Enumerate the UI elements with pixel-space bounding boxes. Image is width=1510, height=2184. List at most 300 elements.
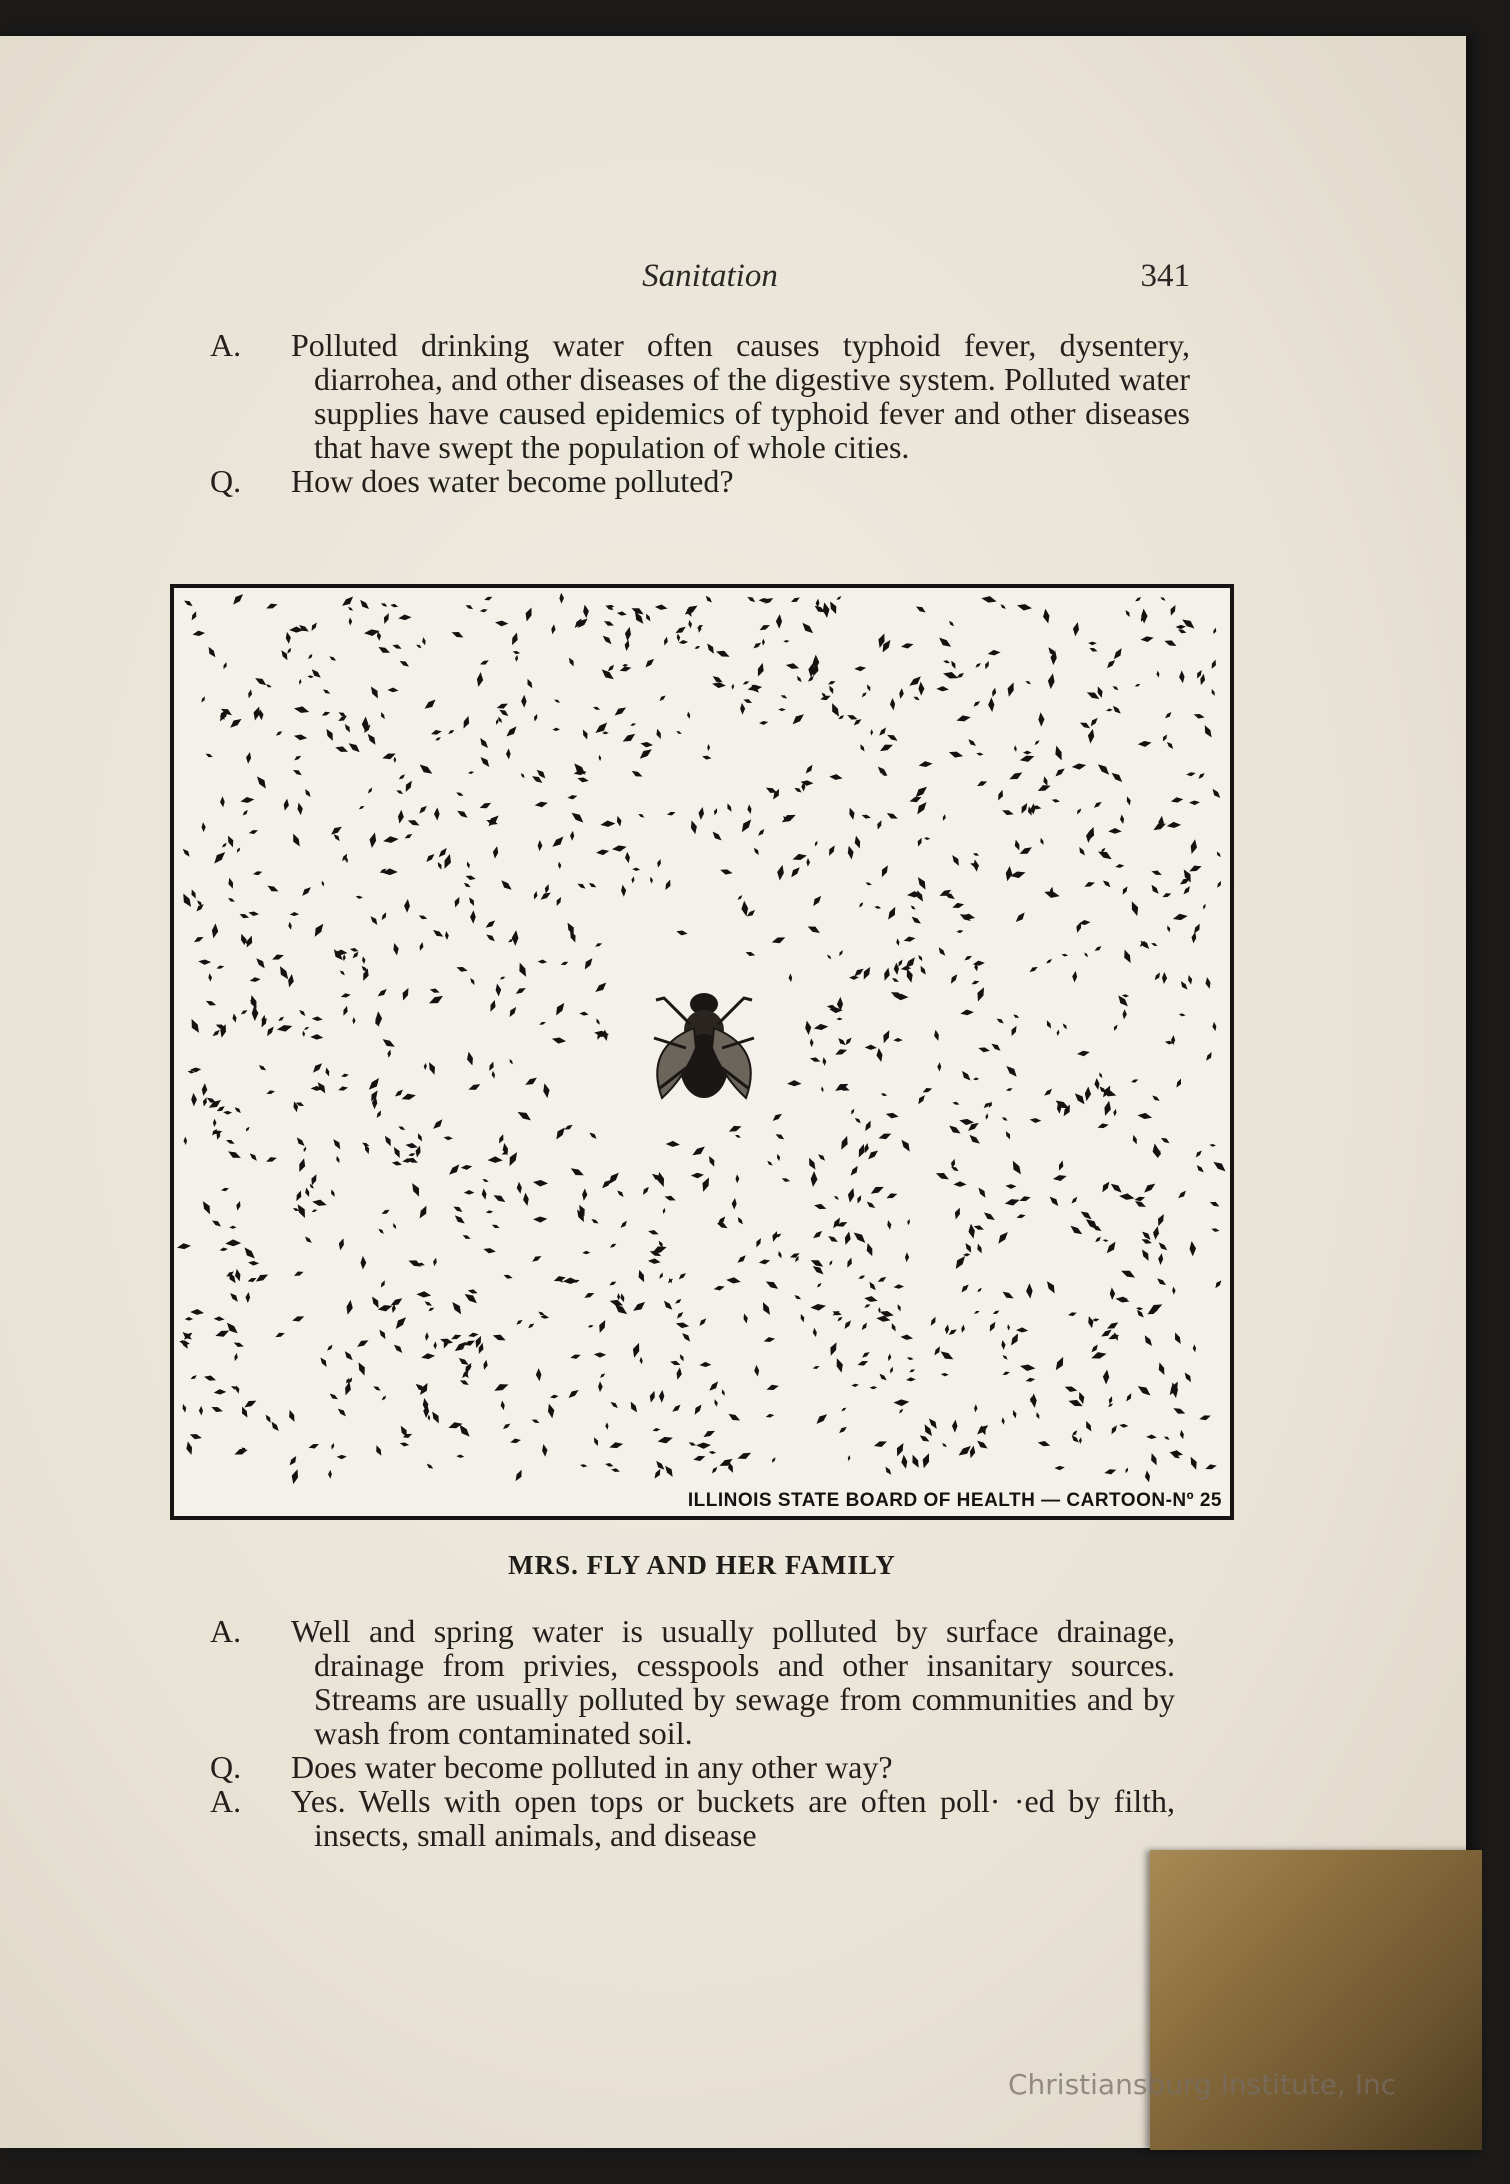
small-fly-icon	[456, 965, 469, 973]
small-fly-icon	[885, 811, 898, 821]
small-fly-icon	[1202, 724, 1214, 739]
small-fly-icon	[1157, 1241, 1169, 1252]
small-fly-icon	[235, 1385, 241, 1394]
small-fly-icon	[1053, 1356, 1066, 1372]
small-fly-icon	[692, 1403, 703, 1416]
question-paragraph	[210, 464, 1190, 498]
small-fly-icon	[866, 684, 872, 692]
small-fly-icon	[799, 1313, 805, 1323]
small-fly-icon	[375, 1110, 383, 1119]
small-fly-icon	[510, 1437, 522, 1444]
small-fly-icon	[671, 1403, 682, 1414]
small-fly-icon	[332, 1137, 343, 1150]
small-fly-icon	[233, 1353, 238, 1362]
small-fly-icon	[1016, 1327, 1029, 1333]
small-fly-icon	[658, 1272, 664, 1280]
small-fly-icon	[594, 1352, 606, 1358]
small-fly-icon	[1186, 771, 1196, 777]
small-fly-icon	[463, 882, 472, 889]
small-fly-icon	[293, 705, 310, 715]
small-fly-icon	[1045, 958, 1053, 965]
small-fly-icon	[399, 1442, 409, 1448]
small-fly-icon	[355, 1337, 369, 1348]
small-fly-icon	[1149, 1452, 1159, 1466]
small-fly-icon	[361, 1256, 367, 1270]
small-fly-icon	[503, 1273, 513, 1280]
small-fly-icon	[953, 1254, 968, 1271]
small-fly-icon	[1048, 1194, 1061, 1207]
small-fly-icon	[405, 1142, 418, 1150]
small-fly-icon	[942, 814, 947, 822]
small-fly-icon	[570, 810, 586, 825]
answer-marker: A.	[210, 1783, 242, 1819]
small-fly-icon	[602, 731, 609, 734]
small-fly-icon	[514, 1469, 525, 1483]
small-fly-icon	[787, 1080, 801, 1086]
small-fly-icon	[1102, 1369, 1109, 1384]
small-fly-icon	[950, 660, 958, 670]
small-fly-icon	[860, 1322, 868, 1332]
small-fly-icon	[644, 613, 652, 623]
small-fly-icon	[500, 1400, 506, 1410]
qa-block-bottom	[210, 1614, 1175, 1852]
small-fly-icon	[699, 1362, 711, 1368]
small-fly-icon	[1077, 846, 1086, 857]
small-fly-icon	[890, 1322, 897, 1332]
small-fly-icon	[914, 800, 928, 816]
small-fly-icon	[753, 846, 761, 856]
small-fly-icon	[295, 1136, 306, 1148]
small-fly-icon	[840, 1406, 847, 1412]
small-fly-icon	[679, 1353, 686, 1362]
small-fly-icon	[1025, 1377, 1035, 1383]
small-fly-icon	[567, 794, 578, 800]
small-fly-icon	[664, 1194, 677, 1203]
small-fly-icon	[996, 1017, 1005, 1025]
small-fly-icon	[1195, 1164, 1205, 1174]
small-fly-icon	[1001, 1290, 1015, 1301]
small-fly-icon	[880, 1092, 887, 1097]
small-fly-icon	[392, 1343, 404, 1355]
small-fly-icon	[447, 728, 455, 735]
small-fly-icon	[1009, 1025, 1018, 1037]
small-fly-icon	[203, 1374, 216, 1383]
watermark: Christiansburg Institute, Inc	[1008, 2068, 1397, 2101]
small-fly-icon	[277, 1016, 285, 1023]
small-fly-icon	[617, 1293, 620, 1300]
small-fly-icon	[637, 746, 653, 761]
small-fly-icon	[1013, 839, 1021, 851]
small-fly-icon	[321, 710, 331, 717]
small-fly-icon	[909, 1454, 921, 1470]
small-fly-icon	[492, 846, 499, 859]
small-fly-icon	[1192, 1344, 1196, 1352]
small-fly-icon	[205, 999, 217, 1008]
small-fly-icon	[894, 1441, 906, 1457]
small-fly-icon	[427, 1306, 434, 1312]
small-fly-icon	[1215, 851, 1221, 858]
small-fly-icon	[1110, 770, 1125, 784]
small-fly-icon	[616, 815, 623, 827]
small-fly-icon	[417, 762, 434, 777]
small-fly-icon	[1077, 1050, 1091, 1057]
small-fly-icon	[245, 752, 252, 765]
small-fly-icon	[1115, 1295, 1130, 1304]
small-fly-icon	[758, 1258, 770, 1265]
small-fly-icon	[258, 1064, 268, 1072]
small-fly-icon	[183, 599, 194, 608]
small-fly-icon	[248, 1152, 258, 1163]
small-fly-icon	[893, 1284, 904, 1289]
small-fly-icon	[583, 1291, 595, 1300]
small-fly-icon	[839, 1135, 851, 1151]
small-fly-icon	[303, 1026, 309, 1031]
small-fly-icon	[215, 1328, 231, 1339]
small-fly-icon	[1153, 971, 1162, 981]
small-fly-icon	[307, 653, 313, 660]
small-fly-icon	[776, 864, 785, 881]
small-fly-icon	[1197, 771, 1206, 780]
small-fly-icon	[960, 1009, 974, 1016]
small-fly-icon	[351, 951, 360, 960]
small-fly-icon	[427, 1061, 438, 1076]
small-fly-icon	[378, 1328, 388, 1340]
small-fly-icon	[952, 1419, 958, 1432]
small-fly-icon	[328, 655, 337, 662]
small-fly-icon	[254, 675, 268, 687]
small-fly-icon	[492, 1192, 507, 1204]
small-fly-icon	[1161, 733, 1168, 742]
small-fly-icon	[582, 1251, 590, 1255]
small-fly-icon	[535, 1368, 541, 1381]
small-fly-icon	[807, 923, 822, 935]
small-fly-icon	[847, 1455, 851, 1461]
small-fly-icon	[231, 592, 245, 607]
small-fly-icon	[915, 604, 927, 614]
small-fly-icon	[1210, 788, 1222, 800]
small-fly-icon	[820, 1086, 824, 1092]
small-fly-icon	[292, 1101, 299, 1113]
small-fly-icon	[491, 1071, 496, 1079]
small-fly-icon	[343, 954, 346, 961]
small-fly-icon	[1212, 1159, 1228, 1174]
small-fly-icon	[342, 1005, 350, 1016]
small-fly-icon	[1166, 740, 1175, 750]
small-fly-icon	[856, 1194, 863, 1204]
small-fly-icon	[789, 1252, 800, 1260]
small-fly-icon	[338, 1085, 349, 1092]
small-fly-icon	[227, 877, 235, 889]
small-fly-icon	[875, 1048, 883, 1063]
small-fly-icon	[658, 694, 666, 702]
small-fly-icon	[783, 640, 789, 643]
small-fly-icon	[453, 896, 462, 908]
small-fly-icon	[939, 1349, 955, 1362]
small-fly-icon	[1106, 708, 1113, 712]
small-fly-icon	[1193, 713, 1205, 721]
small-fly-icon	[850, 1108, 856, 1115]
small-fly-icon	[290, 1468, 301, 1485]
small-fly-icon	[373, 1385, 382, 1393]
small-fly-icon	[858, 1274, 866, 1280]
small-fly-icon	[553, 1001, 567, 1017]
small-fly-icon	[675, 1367, 683, 1380]
small-fly-icon	[996, 789, 1005, 802]
small-fly-icon	[631, 876, 635, 884]
small-fly-icon	[249, 976, 261, 982]
small-fly-icon	[834, 1047, 848, 1057]
small-fly-icon	[1194, 1149, 1203, 1158]
small-fly-icon	[275, 730, 283, 737]
small-fly-icon	[710, 1466, 718, 1475]
small-fly-icon	[1042, 776, 1049, 787]
small-fly-icon	[340, 992, 351, 998]
small-fly-icon	[358, 805, 365, 811]
small-fly-icon	[1134, 683, 1141, 688]
small-fly-icon	[525, 678, 534, 690]
small-fly-icon	[1108, 828, 1122, 834]
small-fly-icon	[1039, 837, 1045, 845]
small-fly-icon	[1045, 1279, 1058, 1295]
small-fly-icon	[465, 1051, 475, 1066]
small-fly-icon	[564, 1123, 574, 1131]
small-fly-icon	[376, 987, 388, 998]
small-fly-icon	[286, 647, 292, 654]
small-fly-icon	[800, 621, 815, 636]
small-fly-icon	[1097, 848, 1114, 861]
small-fly-icon	[570, 1353, 582, 1360]
small-fly-icon	[1094, 945, 1103, 953]
small-fly-icon	[652, 1427, 661, 1432]
small-fly-icon	[976, 779, 988, 788]
small-fly-icon	[343, 1350, 355, 1362]
small-fly-icon	[971, 979, 980, 985]
small-fly-icon	[1088, 642, 1097, 646]
small-fly-icon	[726, 1276, 741, 1284]
small-fly-icon	[368, 832, 378, 849]
small-fly-icon	[812, 1327, 818, 1337]
small-fly-icon	[827, 680, 836, 686]
small-fly-icon	[696, 1442, 711, 1449]
small-fly-icon	[400, 987, 411, 1002]
small-fly-icon	[1119, 814, 1124, 824]
small-fly-icon	[481, 1188, 488, 1200]
small-fly-icon	[394, 1088, 405, 1098]
small-fly-icon	[308, 1442, 320, 1450]
small-fly-icon	[1019, 1194, 1032, 1202]
small-fly-icon	[710, 830, 723, 842]
small-fly-icon	[975, 1439, 989, 1451]
small-fly-icon	[918, 965, 927, 976]
small-fly-icon	[1170, 796, 1183, 803]
small-fly-icon	[1189, 1241, 1197, 1257]
small-fly-icon	[582, 956, 594, 971]
small-fly-icon	[1025, 680, 1032, 685]
small-fly-icon	[734, 1134, 741, 1139]
small-fly-icon	[918, 760, 933, 768]
small-fly-icon	[190, 610, 198, 621]
small-fly-icon	[233, 1447, 248, 1457]
small-fly-icon	[698, 806, 705, 820]
small-fly-icon	[554, 698, 561, 704]
small-fly-icon	[790, 596, 801, 604]
small-fly-icon	[387, 1049, 392, 1058]
small-fly-icon	[511, 930, 518, 946]
small-fly-icon	[676, 929, 688, 936]
small-fly-icon	[828, 600, 839, 615]
small-fly-icon	[829, 773, 843, 781]
small-fly-icon	[973, 852, 980, 857]
small-fly-icon	[1110, 1287, 1116, 1300]
small-fly-icon	[1108, 1396, 1114, 1405]
small-fly-icon	[431, 928, 444, 939]
small-fly-icon	[300, 885, 312, 897]
small-fly-icon	[1152, 1226, 1160, 1241]
small-fly-icon	[804, 1020, 812, 1035]
small-fly-icon	[689, 819, 699, 834]
small-fly-icon	[329, 1189, 336, 1198]
small-fly-icon	[991, 687, 998, 697]
small-fly-icon	[1004, 1197, 1021, 1207]
small-fly-icon	[743, 697, 753, 704]
small-fly-icon	[643, 657, 655, 669]
small-fly-icon	[942, 670, 959, 681]
small-fly-icon	[193, 935, 205, 944]
small-fly-icon	[617, 611, 628, 617]
small-fly-icon	[553, 1125, 567, 1141]
small-fly-icon	[995, 1230, 1009, 1246]
small-fly-icon	[736, 1216, 744, 1225]
small-fly-icon	[398, 1125, 406, 1132]
small-fly-icon	[1149, 883, 1160, 895]
small-fly-icon	[1045, 1020, 1053, 1030]
small-fly-icon	[674, 1298, 682, 1305]
small-fly-icon	[630, 722, 637, 726]
qa-block-top	[210, 328, 1190, 498]
small-fly-icon	[1163, 1435, 1170, 1441]
small-fly-icon	[399, 659, 411, 669]
figure-caption: MRS. FLY AND HER FAMILY	[508, 1550, 896, 1580]
small-fly-icon	[462, 1234, 472, 1241]
small-fly-icon	[1156, 670, 1160, 677]
small-fly-icon	[527, 1322, 535, 1329]
small-fly-icon	[211, 923, 219, 939]
small-fly-icon	[324, 727, 336, 742]
small-fly-icon	[222, 662, 228, 670]
small-fly-icon	[948, 620, 955, 628]
small-fly-icon	[638, 812, 646, 818]
small-fly-icon	[311, 1061, 324, 1074]
large-fly-icon	[654, 993, 754, 1098]
small-fly-icon	[913, 695, 921, 701]
small-fly-icon	[857, 1359, 869, 1368]
small-fly-icon	[1005, 1184, 1016, 1189]
small-fly-icon	[952, 1101, 960, 1106]
small-fly-icon	[1121, 949, 1133, 965]
small-fly-icon	[483, 1247, 497, 1255]
small-fly-icon	[873, 1439, 888, 1449]
small-fly-icon	[239, 912, 250, 919]
small-fly-icon	[655, 604, 668, 611]
small-fly-icon	[1175, 1078, 1183, 1089]
small-fly-icon	[182, 1403, 188, 1413]
small-fly-icon	[516, 1182, 523, 1195]
small-fly-icon	[274, 1331, 285, 1339]
small-fly-icon	[864, 1295, 879, 1304]
small-fly-icon	[605, 1422, 609, 1430]
small-fly-icon	[806, 1157, 817, 1172]
small-fly-icon	[228, 716, 243, 730]
small-fly-icon	[963, 954, 972, 962]
small-fly-icon	[875, 819, 883, 830]
small-fly-icon	[233, 1341, 245, 1349]
small-fly-icon	[937, 946, 947, 957]
small-fly-icon	[795, 675, 802, 683]
small-fly-icon	[666, 811, 676, 817]
small-fly-icon	[377, 1227, 385, 1235]
small-fly-icon	[310, 668, 323, 680]
small-fly-icon	[430, 1410, 442, 1425]
small-fly-icon	[533, 713, 539, 722]
small-fly-icon	[791, 852, 807, 862]
small-fly-icon	[298, 1009, 307, 1018]
small-fly-icon	[693, 1454, 707, 1463]
small-fly-icon	[468, 1332, 479, 1338]
small-fly-icon	[1192, 923, 1202, 935]
small-fly-icon	[663, 636, 669, 646]
small-fly-icon	[649, 876, 653, 883]
small-fly-icon	[1042, 608, 1051, 624]
small-fly-icon	[1012, 1013, 1019, 1019]
small-fly-icon	[949, 973, 959, 985]
small-fly-icon	[581, 728, 590, 740]
small-fly-icon	[569, 1166, 585, 1179]
small-fly-icon	[277, 965, 291, 981]
small-fly-icon	[537, 840, 542, 851]
small-fly-icon	[1007, 1324, 1010, 1331]
running-header-title: Sanitation	[642, 258, 778, 294]
small-fly-icon	[285, 631, 292, 644]
small-fly-icon	[450, 1333, 462, 1341]
small-fly-icon	[929, 1316, 938, 1327]
small-fly-icon	[869, 1184, 885, 1197]
small-fly-icon	[416, 1291, 431, 1299]
small-fly-icon	[1094, 1236, 1102, 1244]
question-text: Does water become polluted in any other way?	[291, 1749, 893, 1785]
small-fly-icon	[1009, 1159, 1023, 1176]
small-fly-icon	[639, 1357, 643, 1365]
small-fly-icon	[580, 1464, 588, 1468]
small-fly-icon	[383, 835, 399, 844]
small-fly-icon	[878, 1131, 893, 1141]
small-fly-icon	[842, 1319, 852, 1330]
small-fly-icon	[543, 883, 550, 894]
small-fly-icon	[1141, 1237, 1153, 1245]
small-fly-icon	[655, 728, 663, 740]
small-fly-icon	[392, 1146, 403, 1160]
small-fly-icon	[601, 634, 613, 646]
small-fly-icon	[398, 614, 412, 621]
small-fly-icon	[521, 695, 526, 708]
small-fly-icon	[976, 752, 984, 756]
small-fly-icon	[227, 1149, 242, 1161]
small-fly-icon	[515, 1318, 523, 1326]
small-fly-icon	[988, 697, 995, 712]
small-fly-icon	[1155, 1277, 1167, 1287]
small-fly-icon	[185, 1317, 193, 1321]
small-fly-icon	[366, 732, 378, 746]
small-fly-icon	[332, 833, 341, 843]
